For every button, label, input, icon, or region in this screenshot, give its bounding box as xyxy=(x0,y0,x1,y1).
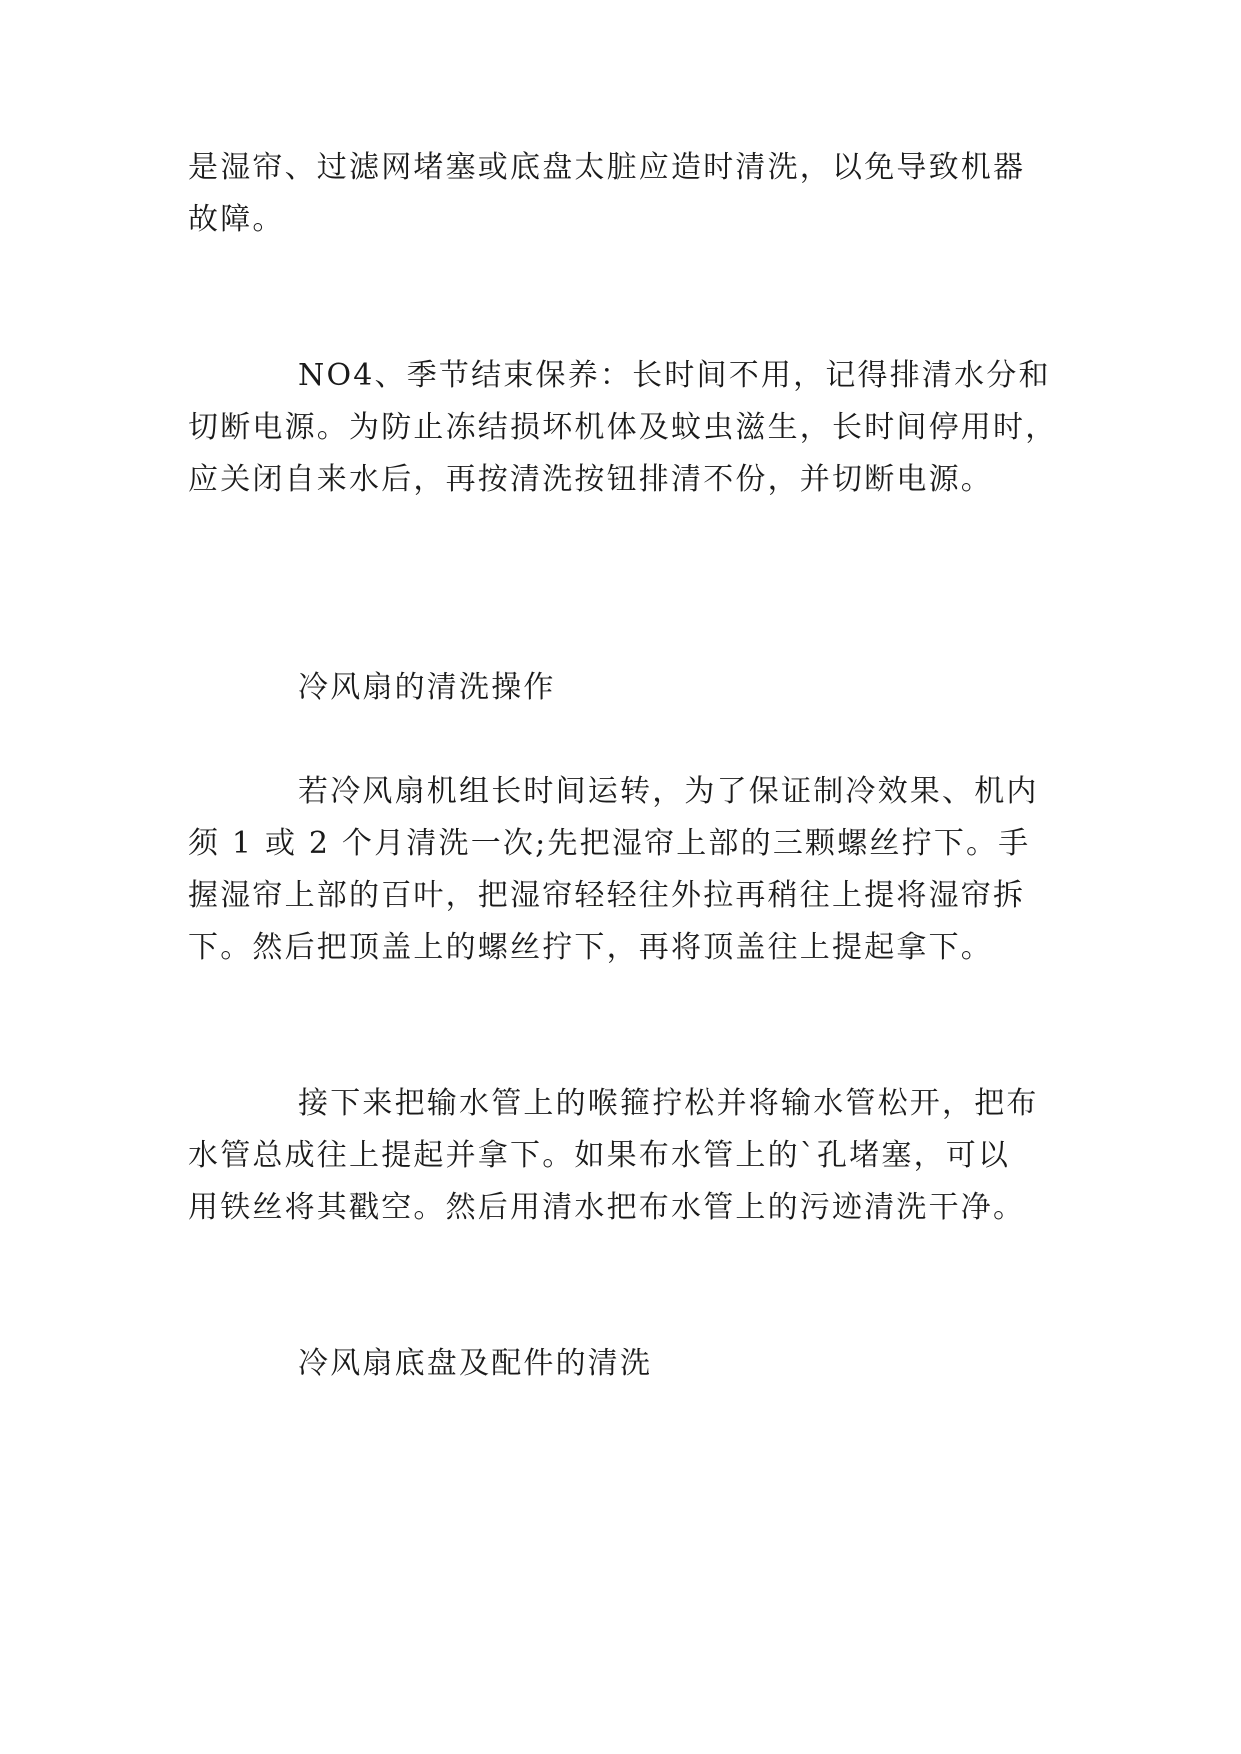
paragraph-line: 须 1 或 2 个月清洗一次;先把湿帘上部的三颗螺丝拧下。手 xyxy=(188,826,1031,861)
paragraph-line: NO4、季节结束保养：长时间不用，记得排清水分和 xyxy=(298,358,1051,393)
paragraph-line: 下。然后把顶盖上的螺丝拧下，再将顶盖往上提起拿下。 xyxy=(188,930,993,965)
paragraph-line: 水管总成往上提起并拿下。如果布水管上的`孔堵塞，可以 xyxy=(188,1138,1011,1173)
paragraph-line: 是湿帘、过滤网堵塞或底盘太脏应造时清洗，以免导致机器 xyxy=(188,150,1026,185)
paragraph-line: 切断电源。为防止冻结损坏机体及蚊虫滋生，长时间停用时， xyxy=(188,410,1058,445)
paragraph-line: 故障。 xyxy=(188,202,285,237)
paragraph-line: 应关闭自来水后，再按清洗按钮排清不份，并切断电源。 xyxy=(188,462,993,497)
paragraph-line: 若冷风扇机组长时间运转，为了保证制冷效果、机内 xyxy=(298,774,1039,809)
paragraph-line: 接下来把输水管上的喉箍拧松并将输水管松开，把布 xyxy=(298,1086,1039,1121)
paragraph-line: 用铁丝将其戳空。然后用清水把布水管上的污迹清洗干净。 xyxy=(188,1190,1026,1225)
section-heading: 冷风扇的清洗操作 xyxy=(298,670,556,705)
paragraph-line: 握湿帘上部的百叶，把湿帘轻轻往外拉再稍往上提将湿帘拆 xyxy=(188,878,1026,913)
section-heading: 冷风扇底盘及配件的清洗 xyxy=(298,1346,653,1381)
